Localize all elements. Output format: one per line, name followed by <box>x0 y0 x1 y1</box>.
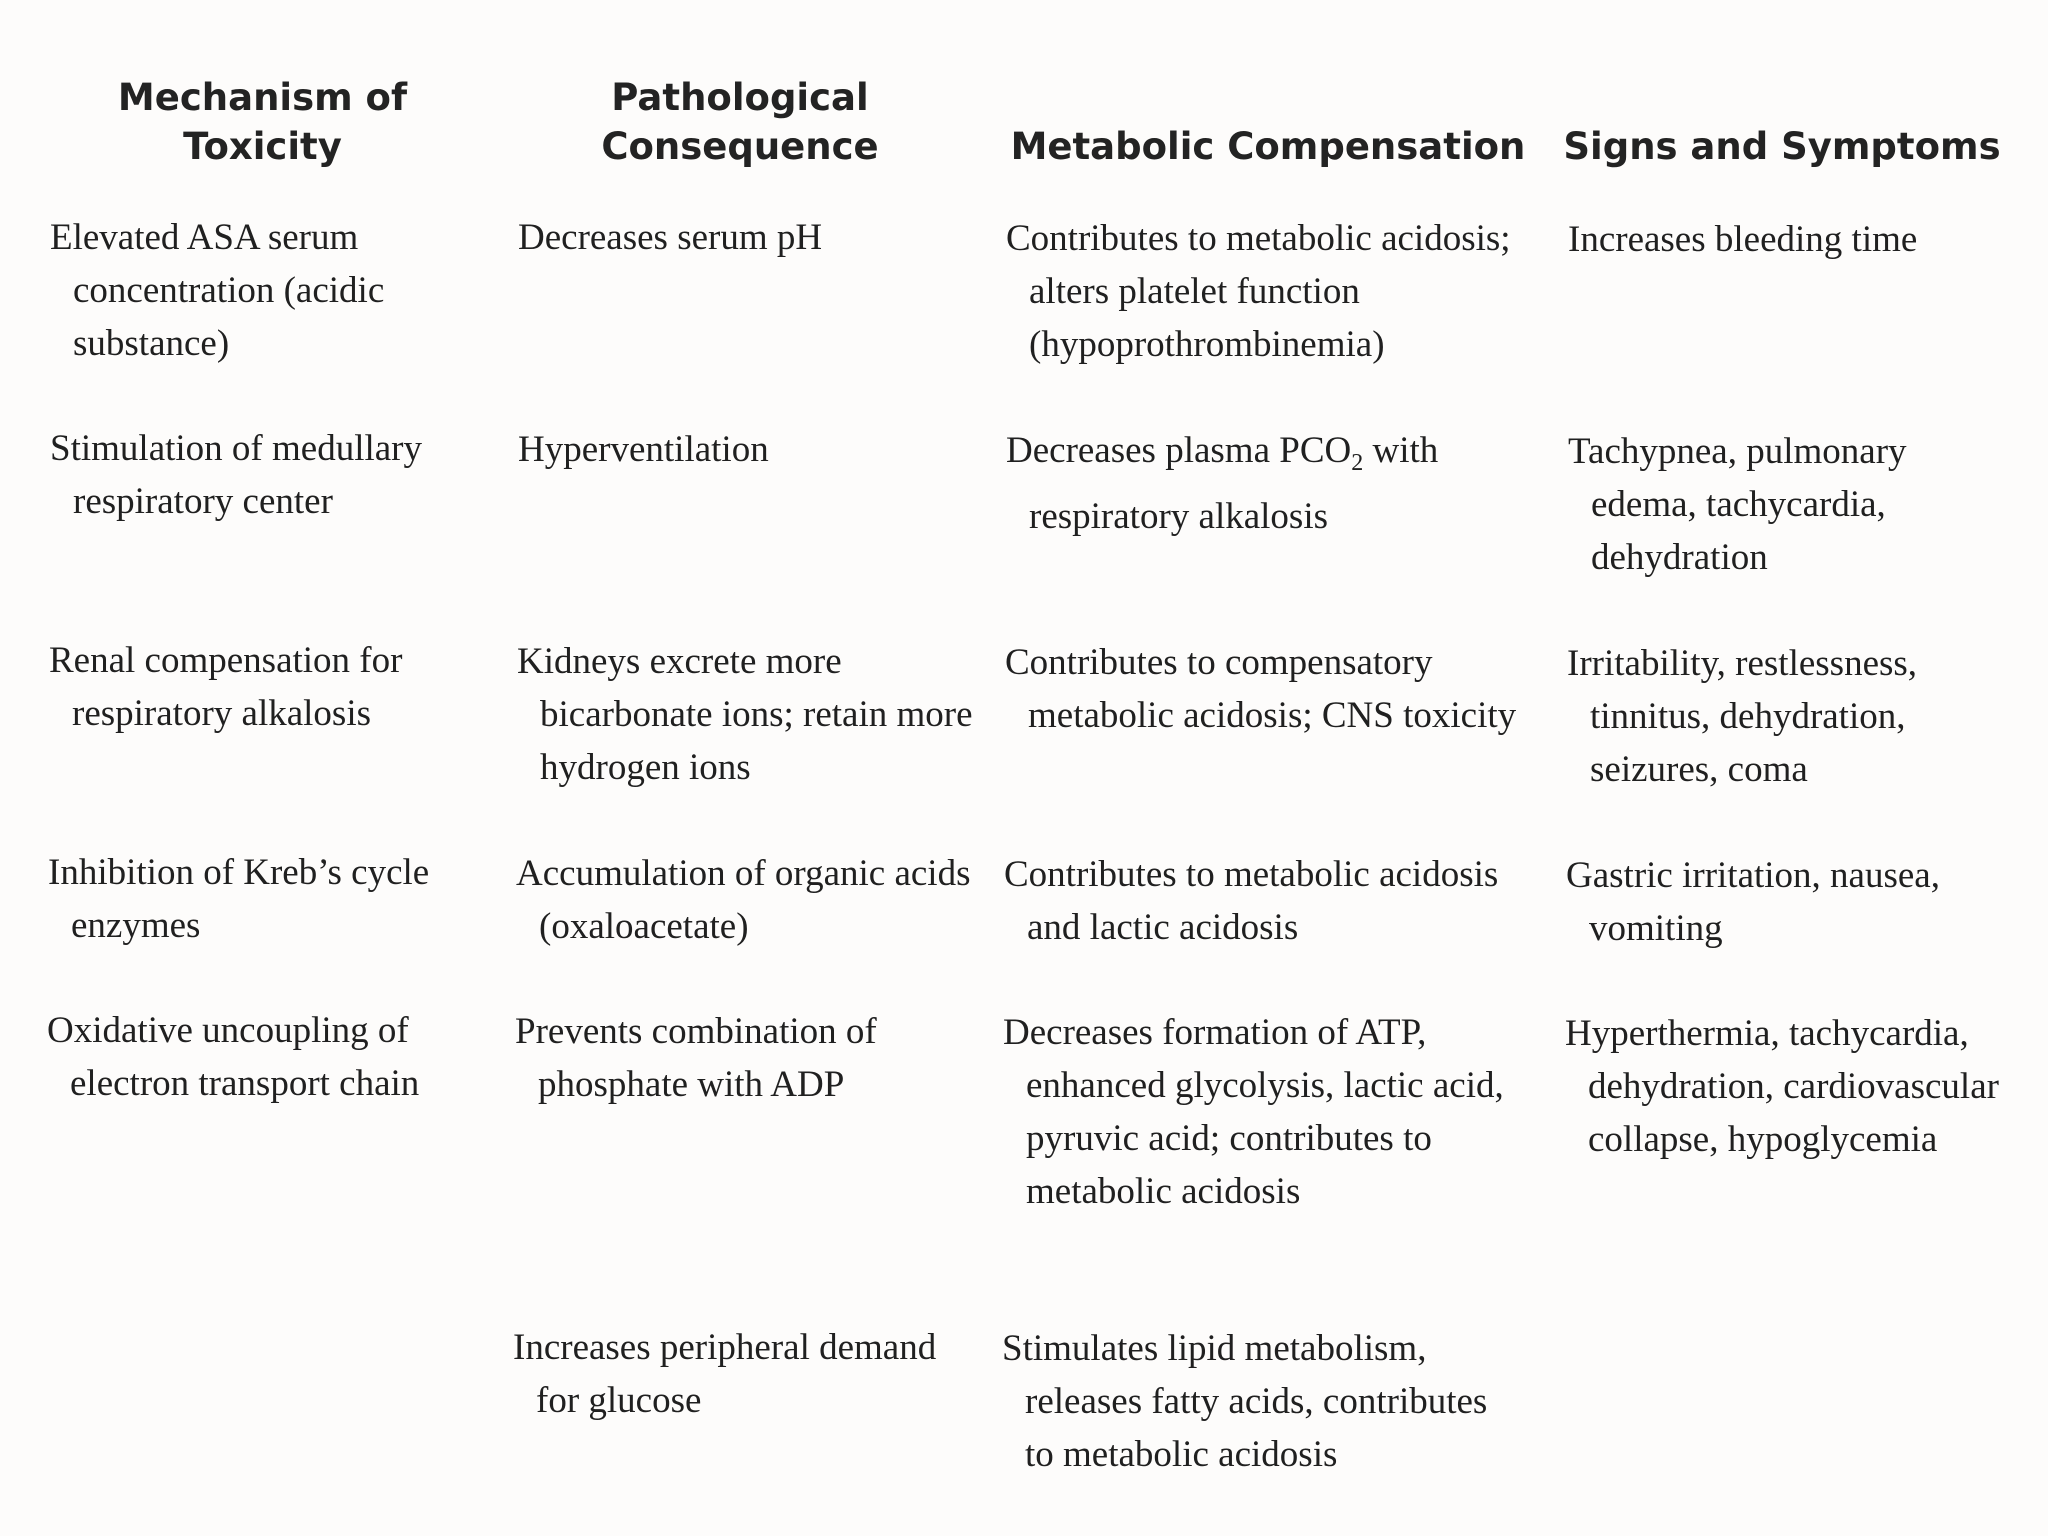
table-cell-compensation <box>1006 212 1526 371</box>
cell-text: Inhibition of Kreb’s cycle enzymes <box>48 852 430 946</box>
cell-text: Prevents combination of phosphate with ADP <box>515 1011 877 1105</box>
cell-text: Renal compensation for respiratory alkalosis <box>49 640 403 734</box>
table-cell-consequence <box>513 1321 973 1427</box>
header-metabolic-compensation: Metabolic Compensation <box>1010 125 1526 168</box>
cell-text: Hyperthermia, tachycardia, dehydration, cardiovascular collapse, hypoglycemia <box>1565 1013 1999 1160</box>
cell-text: Contributes to compensatory metabolic acidosis; CNS toxicity <box>1005 642 1517 736</box>
cell-text: Elevated ASA serum concentration (acidic substance) <box>50 217 385 364</box>
cell-text: Increases bleeding time <box>1568 219 1918 260</box>
header-mechanism-of-toxicity: Mechanism of Toxicity <box>117 76 408 168</box>
cell-text: Stimulation of medullary respiratory center <box>50 428 423 522</box>
table-cell-signs <box>1566 849 2006 955</box>
table-cell-compensation <box>1006 424 1526 543</box>
cell-text: Decreases serum pH <box>518 217 823 258</box>
table-cell-consequence <box>518 423 978 476</box>
table-cell-compensation <box>1003 1006 1523 1218</box>
table-cell-consequence <box>516 847 976 953</box>
subscript: 2 <box>1351 450 1364 476</box>
table-cell-consequence <box>515 1005 975 1111</box>
cell-text: Hyperventilation <box>518 429 769 470</box>
table-cell-compensation <box>1004 848 1524 954</box>
cell-text: Tachypnea, pulmonary edema, tachycardia, dehydration <box>1568 431 1907 578</box>
table-cell-signs <box>1568 213 2008 266</box>
cell-text: Stimulates lipid metabolism, releases fatty acids, contributes to metabolic acidosis <box>1002 1328 1488 1475</box>
table-cell-signs <box>1568 425 2008 584</box>
table-cell-compensation <box>1005 636 1525 742</box>
table-cell-mechanism <box>50 211 475 370</box>
table-cell-consequence <box>518 211 978 264</box>
cell-text-part: with respiratory alkalosis <box>1029 430 1439 537</box>
table-cell-signs <box>1565 1007 2005 1166</box>
cell-text: Contributes to metabolic acidosis and lactic acidosis <box>1004 854 1499 948</box>
cell-text: Irritability, restlessness, tinnitus, dehydration, seizures, coma <box>1567 643 1918 790</box>
table-cell-signs <box>1567 637 2007 796</box>
table-cell-mechanism <box>48 846 473 952</box>
cell-text-part: Decreases plasma PCO <box>1006 430 1352 471</box>
cell-text: Decreases formation of ATP, enhanced glycolysis, lactic acid, pyruvic acid; contributes to metabolic acidosis <box>1003 1012 1504 1212</box>
cell-text: Gastric irritation, nausea, vomiting <box>1566 855 1940 949</box>
cell-text <box>1006 424 1526 543</box>
cell-text: Contributes to metabolic acidosis; alters platelet function (hypoprothrombinemia) <box>1006 218 1511 365</box>
header-signs-and-symptoms: Signs and Symptoms <box>1563 125 2001 168</box>
table-cell-consequence <box>517 635 977 794</box>
table-cell-mechanism <box>49 634 474 740</box>
table-cell-mechanism <box>47 1004 472 1110</box>
header-pathological-consequence: Pathological Consequence <box>601 76 879 168</box>
table-cell-mechanism <box>50 422 475 528</box>
cell-text: Accumulation of organic acids (oxaloacetate) <box>516 853 971 947</box>
cell-text: Kidneys excrete more bicarbonate ions; retain more hydrogen ions <box>517 641 973 788</box>
cell-text: Oxidative uncoupling of electron transport chain <box>47 1010 420 1104</box>
table-cell-compensation <box>1002 1322 1522 1481</box>
cell-text: Increases peripheral demand for glucose <box>513 1327 937 1421</box>
